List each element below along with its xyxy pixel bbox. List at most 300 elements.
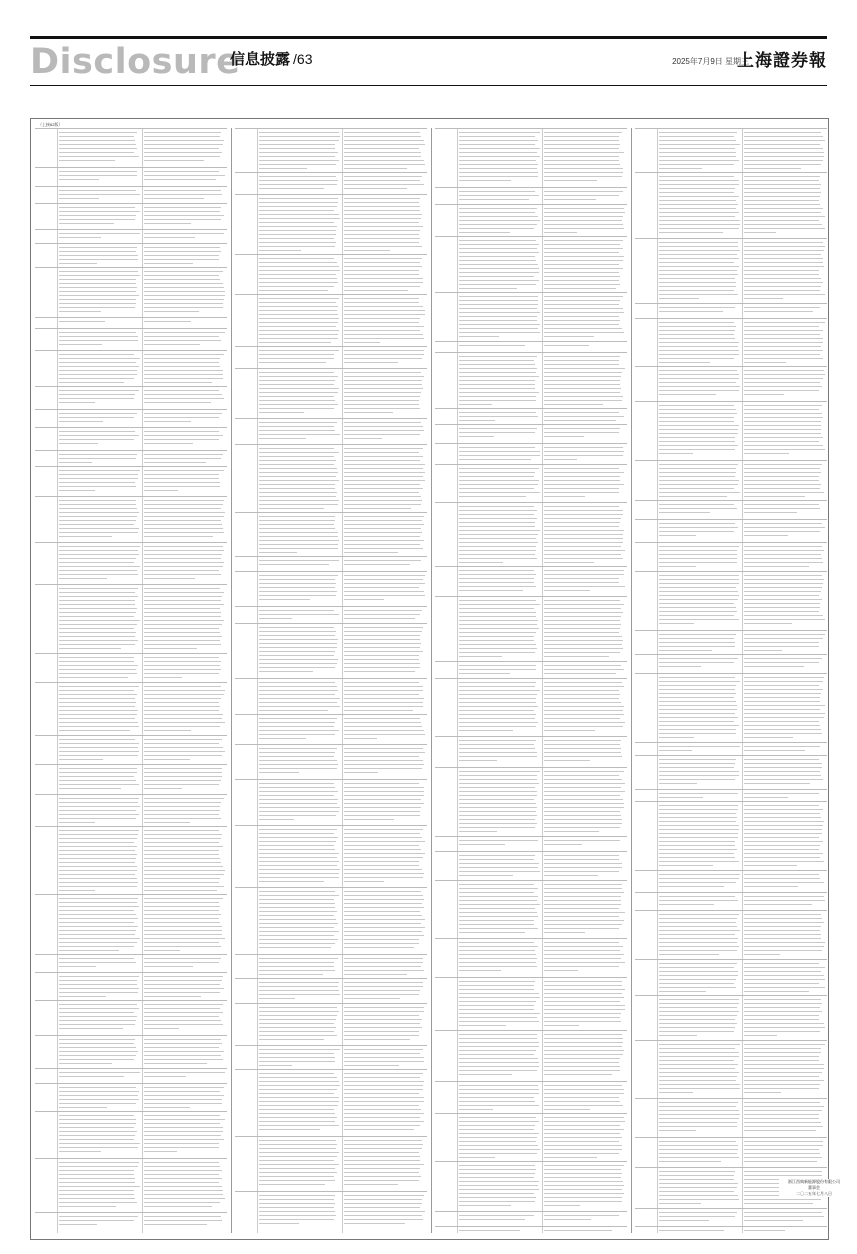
text-line: [459, 364, 535, 365]
text-line: [144, 295, 225, 296]
text-line: [344, 911, 420, 912]
text-line: [59, 417, 134, 418]
text-line: [659, 874, 740, 875]
table-row: [635, 1208, 827, 1227]
text-line: [544, 875, 598, 876]
text-line: [459, 404, 492, 405]
text-line: [144, 988, 224, 989]
text-line: [459, 1157, 495, 1158]
text-line: [659, 1212, 737, 1213]
text-line: [744, 184, 821, 185]
text-line: [59, 690, 134, 691]
text-line: [344, 326, 424, 327]
text-line: [659, 646, 735, 647]
text-line: [344, 222, 419, 223]
text-line: [259, 869, 340, 870]
text-line: [544, 682, 622, 683]
text-line: [544, 1173, 622, 1174]
text-line: [544, 694, 620, 695]
text-line: [544, 480, 620, 481]
text-line: [344, 180, 420, 181]
text-line: [59, 822, 95, 823]
text-line: [344, 422, 421, 423]
text-line: [259, 659, 338, 660]
text-line: [544, 1097, 619, 1098]
text-line: [659, 286, 736, 287]
text-line: [544, 260, 623, 261]
text-line: [744, 527, 825, 528]
table-row: [435, 424, 627, 444]
table-row: [435, 352, 627, 409]
text-line: [544, 368, 625, 369]
text-line: [259, 472, 338, 473]
text-line: [544, 730, 595, 731]
text-line: [459, 669, 536, 670]
text-line: [59, 743, 139, 744]
text-line: [544, 752, 621, 753]
text-line: [344, 764, 424, 765]
text-line: [259, 376, 338, 377]
text-line: [144, 152, 222, 153]
text-line: [144, 321, 191, 322]
text-line: [459, 1089, 539, 1090]
text-line: [659, 156, 736, 157]
text-line: [144, 1103, 222, 1104]
text-line: [544, 803, 624, 804]
text-line: [144, 1162, 219, 1163]
text-line: [744, 865, 797, 866]
text-line: [59, 570, 137, 571]
text-line: [259, 330, 339, 331]
table-row: [235, 1003, 427, 1046]
text-line: [59, 686, 139, 687]
table-row: [35, 653, 227, 683]
text-line: [744, 334, 820, 335]
text-line: [144, 814, 219, 815]
text-line: [744, 1048, 821, 1049]
text-line: [59, 596, 138, 597]
text-line: [59, 962, 136, 963]
text-line: [144, 1178, 222, 1179]
text-line: [459, 831, 497, 832]
text-line: [744, 311, 813, 312]
text-line: [744, 1044, 825, 1045]
table-row: [235, 623, 427, 679]
text-line: [744, 1011, 822, 1012]
text-line: [544, 416, 624, 417]
text-line: [459, 954, 536, 955]
text-line: [259, 698, 340, 699]
text-line: [259, 422, 337, 423]
text-line: [344, 791, 424, 792]
text-line: [59, 160, 115, 161]
text-line: [459, 180, 511, 181]
text-line: [259, 1019, 336, 1020]
text-line: [59, 207, 135, 208]
text-line: [459, 730, 513, 731]
text-line: [544, 811, 620, 812]
text-line: [259, 787, 335, 788]
text-line: [659, 861, 739, 862]
text-line: [344, 278, 423, 279]
text-line: [659, 1126, 737, 1127]
text-line: [459, 1137, 537, 1138]
text-line: [59, 1186, 140, 1187]
text-line: [659, 433, 738, 434]
table-row: [635, 172, 827, 239]
text-line: [59, 1051, 138, 1052]
text-line: [144, 942, 219, 943]
text-line: [59, 661, 134, 662]
text-line: [144, 1170, 222, 1171]
text-line: [259, 184, 337, 185]
text-line: [59, 1016, 137, 1017]
text-line: [344, 899, 424, 900]
text-line: [744, 1092, 781, 1093]
text-line: [344, 986, 423, 987]
text-line: [344, 1117, 420, 1118]
text-line: [459, 372, 536, 373]
text-line: [259, 639, 338, 640]
text-line: [144, 490, 178, 491]
text-line: [459, 1009, 534, 1010]
text-line: [744, 1149, 819, 1150]
text-line: [259, 635, 335, 636]
table-row: [35, 167, 227, 187]
text-line: [659, 689, 735, 690]
text-line: [344, 853, 425, 854]
text-line: [544, 420, 616, 421]
text-line: [144, 482, 220, 483]
text-line: [344, 768, 422, 769]
text-line: [744, 623, 792, 624]
text-line: [144, 1076, 186, 1077]
text-line: [344, 829, 423, 830]
text-line: [144, 554, 222, 555]
text-line: [344, 787, 424, 788]
text-line: [659, 492, 740, 493]
text-line: [259, 1199, 334, 1200]
text-line: [259, 655, 334, 656]
text-line: [744, 294, 825, 295]
text-line: [459, 718, 535, 719]
text-line: [259, 392, 338, 393]
text-line: [59, 1028, 123, 1029]
text-line: [259, 756, 334, 757]
text-line: [144, 362, 219, 363]
text-line: [659, 713, 735, 714]
text-line: [744, 220, 819, 221]
text-line: [344, 152, 421, 153]
text-line: [459, 144, 535, 145]
text-line: [344, 1148, 422, 1149]
table-row: [35, 794, 227, 827]
text-line: [659, 1157, 739, 1158]
text-line: [259, 939, 338, 940]
text-line: [459, 518, 537, 519]
text-line: [744, 689, 823, 690]
text-line: [344, 627, 423, 628]
text-line: [459, 530, 540, 531]
text-line: [744, 488, 820, 489]
text-line: [144, 148, 219, 149]
text-line: [59, 190, 136, 191]
text-line: [544, 612, 623, 613]
text-line: [544, 1181, 623, 1182]
text-line: [344, 1057, 424, 1058]
text-line: [659, 1183, 738, 1184]
table-row: [635, 630, 827, 655]
text-line: [59, 574, 138, 575]
text-line: [144, 462, 206, 463]
text-line: [744, 733, 822, 734]
text-line: [544, 522, 620, 523]
text-line: [259, 1057, 335, 1058]
text-line: [544, 844, 582, 845]
text-line: [259, 982, 339, 983]
text-line: [744, 441, 819, 442]
text-line: [259, 198, 338, 199]
text-line: [659, 176, 734, 177]
text-line: [144, 784, 219, 785]
text-line: [744, 1052, 821, 1053]
text-line: [659, 346, 738, 347]
text-line: [744, 767, 822, 768]
text-line: [659, 350, 739, 351]
text-line: [59, 390, 139, 391]
section-label: 信息披露: [230, 50, 291, 68]
text-line: [459, 156, 540, 157]
text-line: [659, 733, 736, 734]
text-line: [344, 384, 422, 385]
text-line: [659, 322, 734, 323]
text-line: [659, 729, 736, 730]
text-line: [344, 610, 422, 611]
text-line: [59, 1139, 134, 1140]
text-line: [544, 1062, 619, 1063]
text-line: [659, 705, 737, 706]
table-row: [635, 654, 827, 674]
text-line: [59, 295, 139, 296]
text-line: [259, 278, 337, 279]
text-line: [344, 250, 390, 251]
text-line: [659, 1175, 734, 1176]
text-line: [659, 326, 736, 327]
text-line: [144, 930, 222, 931]
text-line: [659, 136, 734, 137]
text-line: [344, 962, 423, 963]
text-line: [144, 233, 224, 234]
text-line: [544, 574, 624, 575]
text-line: [744, 286, 821, 287]
text-line: [59, 215, 136, 216]
text-line: [744, 693, 821, 694]
text-line: [659, 1060, 734, 1061]
text-line: [259, 488, 335, 489]
text-line: [459, 1042, 539, 1043]
text-line: [659, 421, 734, 422]
text-line: [344, 426, 423, 427]
text-line: [259, 136, 340, 137]
text-line: [544, 604, 624, 605]
text-line: [659, 464, 738, 465]
text-line: [659, 386, 740, 387]
text-line: [59, 140, 135, 141]
text-line: [459, 1025, 506, 1026]
text-line: [144, 279, 220, 280]
text-line: [544, 1093, 624, 1094]
text-line: [744, 922, 824, 923]
text-line: [59, 910, 134, 911]
text-line: [744, 136, 823, 137]
text-line: [459, 232, 510, 233]
text-line: [744, 1015, 819, 1016]
text-line: [259, 718, 337, 719]
text-line: [744, 1157, 822, 1158]
text-line: [144, 612, 221, 613]
text-line: [744, 963, 819, 964]
table-row: [435, 836, 627, 852]
text-line: [659, 1106, 736, 1107]
text-line: [344, 643, 421, 644]
text-line: [144, 1202, 220, 1203]
text-line: [544, 827, 620, 828]
text-line: [144, 370, 223, 371]
text-line: [259, 627, 334, 628]
text-line: [259, 943, 335, 944]
table-row: [635, 128, 827, 173]
text-line: [544, 320, 620, 321]
text-line: [344, 1156, 420, 1157]
text-line: [544, 771, 624, 772]
text-line: [59, 303, 136, 304]
text-line: [744, 188, 820, 189]
text-line: [259, 1207, 334, 1208]
text-line: [659, 1191, 734, 1192]
text-line: [59, 714, 137, 715]
text-line: [659, 821, 736, 822]
text-line: [344, 282, 423, 283]
text-line: [144, 958, 221, 959]
text-line: [744, 701, 820, 702]
text-line: [544, 748, 621, 749]
text-line: [459, 216, 538, 217]
text-line: [459, 492, 540, 493]
text-line: [544, 920, 624, 921]
text-line: [659, 160, 739, 161]
text-line: [744, 254, 821, 255]
text-line: [459, 840, 538, 841]
table-row: [235, 346, 427, 369]
table-row: [35, 584, 227, 654]
text-line: [659, 904, 714, 905]
text-line: [459, 640, 534, 641]
text-line: [544, 946, 623, 947]
text-line: [59, 1024, 135, 1025]
text-line: [344, 434, 420, 435]
text-line: [344, 1049, 423, 1050]
text-line: [344, 380, 422, 381]
text-line: [459, 698, 536, 699]
text-line: [744, 409, 819, 410]
text-line: [659, 1088, 740, 1089]
text-line: [144, 669, 221, 670]
text-line: [144, 600, 221, 601]
text-line: [144, 739, 222, 740]
text-line: [344, 927, 425, 928]
text-line: [744, 148, 823, 149]
text-line: [659, 554, 737, 555]
text-line: [144, 1008, 220, 1009]
text-line: [144, 962, 219, 963]
text-line: [259, 496, 336, 497]
text-line: [144, 354, 224, 355]
text-line: [659, 1118, 739, 1119]
text-line: [659, 666, 701, 667]
text-line: [544, 296, 623, 297]
text-line: [344, 484, 420, 485]
text-line: [659, 1044, 740, 1045]
text-line: [59, 926, 138, 927]
text-line: [259, 1113, 335, 1114]
text-line: [344, 1125, 420, 1126]
text-line: [144, 413, 222, 414]
text-line: [659, 693, 736, 694]
text-line: [344, 595, 425, 596]
text-line: [544, 1038, 623, 1039]
text-line: [144, 1059, 223, 1060]
text-line: [659, 527, 738, 528]
text-line: [659, 1023, 737, 1024]
text-line: [659, 152, 736, 153]
text-line: [659, 480, 739, 481]
text-line: [459, 600, 536, 601]
text-line: [344, 504, 421, 505]
text-line: [544, 550, 625, 551]
text-line: [544, 900, 621, 901]
text-line: [459, 388, 535, 389]
text-line: [459, 1054, 534, 1055]
text-line: [59, 980, 137, 981]
table-row: [435, 566, 627, 597]
text-line: [544, 989, 625, 990]
text-line: [344, 206, 420, 207]
text-line: [59, 1004, 137, 1005]
text-line: [144, 287, 224, 288]
text-line: [544, 823, 622, 824]
text-line: [344, 388, 423, 389]
text-line: [144, 822, 190, 823]
text-line: [59, 321, 105, 322]
text-line: [59, 370, 137, 371]
text-line: [744, 1007, 820, 1008]
text-line: [259, 807, 340, 808]
text-line: [59, 1115, 134, 1116]
text-line: [259, 667, 335, 668]
text-line: [59, 1182, 135, 1183]
text-line: [344, 372, 421, 373]
text-line: [259, 544, 338, 545]
text-line: [459, 168, 537, 169]
text-line: [459, 1093, 539, 1094]
text-line: [259, 931, 339, 932]
text-line: [259, 857, 337, 858]
table-row: [635, 571, 827, 631]
text-line: [544, 586, 625, 587]
text-line: [459, 799, 534, 800]
text-line: [659, 1149, 738, 1150]
text-line: [344, 845, 419, 846]
